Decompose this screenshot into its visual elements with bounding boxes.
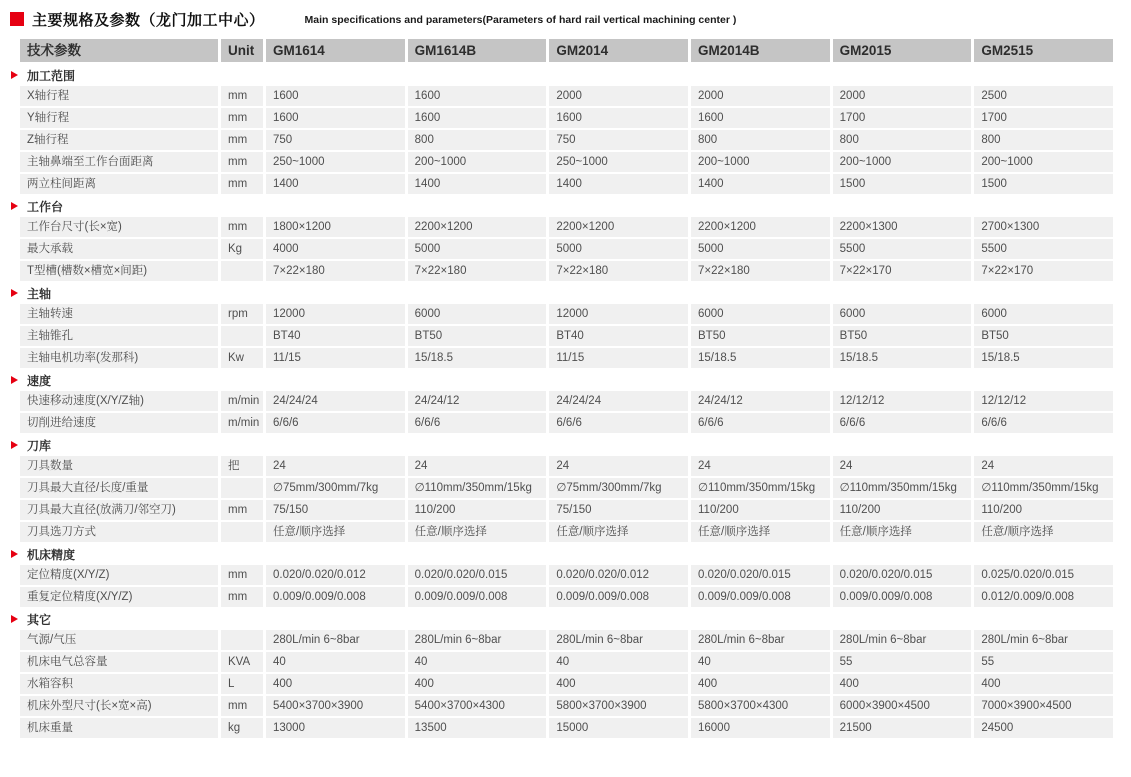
section-title: 主轴 — [27, 286, 52, 301]
value-cell: 11/15 — [549, 348, 688, 368]
value-cell: 0.020/0.020/0.012 — [549, 565, 688, 585]
spec-label-cell: 刀具选刀方式 — [20, 522, 218, 542]
table-row — [20, 217, 1113, 237]
table-row — [20, 261, 1113, 281]
value-cell: 6000 — [691, 304, 830, 324]
column-header-gm1614b: GM1614B — [408, 39, 547, 62]
value-cell: 15/18.5 — [833, 348, 972, 368]
value-cell: 24 — [833, 456, 972, 476]
section-title: 速度 — [27, 373, 52, 388]
unit-cell: mm — [221, 174, 263, 194]
section-header-row — [11, 609, 1113, 629]
value-cell: 6000 — [833, 304, 972, 324]
value-cell: 6/6/6 — [266, 413, 405, 433]
value-cell: 7×22×180 — [549, 261, 688, 281]
value-cell: 280L/min 6~8bar — [408, 630, 547, 650]
unit-cell: mm — [221, 565, 263, 585]
spec-label-cell: 最大承载 — [20, 239, 218, 259]
section-arrow-icon — [11, 550, 18, 558]
value-cell: 24 — [408, 456, 547, 476]
section-title: 其它 — [27, 612, 52, 627]
table-row — [20, 108, 1113, 128]
table-row — [20, 348, 1113, 368]
value-cell: 55 — [974, 652, 1113, 672]
value-cell: 0.009/0.009/0.008 — [549, 587, 688, 607]
value-cell: ∅110mm/350mm/15kg — [408, 478, 547, 498]
column-header-gm1614: GM1614 — [266, 39, 405, 62]
value-cell: 6/6/6 — [833, 413, 972, 433]
section-header-row — [11, 65, 1113, 85]
unit-cell: mm — [221, 108, 263, 128]
value-cell: 0.020/0.020/0.015 — [691, 565, 830, 585]
value-cell: 40 — [691, 652, 830, 672]
value-cell: 24/24/12 — [408, 391, 547, 411]
value-cell: ∅75mm/300mm/7kg — [266, 478, 405, 498]
value-cell: 1400 — [691, 174, 830, 194]
value-cell: 400 — [266, 674, 405, 694]
value-cell: 0.012/0.009/0.008 — [974, 587, 1113, 607]
value-cell: 任意/顺序选择 — [266, 522, 405, 542]
value-cell: 2200×1200 — [408, 217, 547, 237]
value-cell: BT50 — [408, 326, 547, 346]
table-row — [20, 174, 1113, 194]
spec-label-cell: 刀具数量 — [20, 456, 218, 476]
value-cell: 24/24/24 — [266, 391, 405, 411]
table-row — [20, 152, 1113, 172]
value-cell: ∅75mm/300mm/7kg — [549, 478, 688, 498]
section-header-row — [11, 544, 1113, 564]
value-cell: 200~1000 — [974, 152, 1113, 172]
value-cell: 2200×1200 — [549, 217, 688, 237]
value-cell: 15/18.5 — [691, 348, 830, 368]
value-cell: 40 — [549, 652, 688, 672]
section-header-row — [11, 435, 1113, 455]
value-cell: 1600 — [408, 108, 547, 128]
value-cell: 0.009/0.009/0.008 — [833, 587, 972, 607]
value-cell: 24 — [266, 456, 405, 476]
table-row — [20, 239, 1113, 259]
value-cell: 任意/顺序选择 — [549, 522, 688, 542]
value-cell: 任意/顺序选择 — [974, 522, 1113, 542]
table-row — [20, 522, 1113, 542]
table-row — [20, 304, 1113, 324]
table-row — [20, 565, 1113, 585]
unit-cell — [221, 630, 263, 650]
value-cell: 750 — [266, 130, 405, 150]
spec-label-cell: 主轴转速 — [20, 304, 218, 324]
unit-cell: KVA — [221, 652, 263, 672]
value-cell: 400 — [549, 674, 688, 694]
value-cell: 5800×3700×3900 — [549, 696, 688, 716]
spec-label-cell: 机床外型尺寸(长×宽×高) — [20, 696, 218, 716]
value-cell: 6/6/6 — [549, 413, 688, 433]
table-row — [20, 587, 1113, 607]
value-cell: 110/200 — [408, 500, 547, 520]
value-cell: 6/6/6 — [408, 413, 547, 433]
section-arrow-icon — [11, 615, 18, 623]
value-cell: 55 — [833, 652, 972, 672]
spec-label-cell: 快速移动速度(X/Y/Z轴) — [20, 391, 218, 411]
value-cell: 24 — [974, 456, 1113, 476]
value-cell: 5000 — [691, 239, 830, 259]
value-cell: 24 — [549, 456, 688, 476]
value-cell: 110/200 — [974, 500, 1113, 520]
spec-label-cell: 刀具最大直径(放满刀/邻空刀) — [20, 500, 218, 520]
page-title: 主要规格及参数（龙门加工中心） — [32, 11, 265, 29]
page-subtitle: Main specifications and parameters(Parameters of hard rail vertical machining center ) — [304, 14, 737, 26]
value-cell: 1500 — [974, 174, 1113, 194]
unit-cell — [221, 261, 263, 281]
value-cell: 11/15 — [266, 348, 405, 368]
value-cell: 1400 — [549, 174, 688, 194]
value-cell: 13000 — [266, 718, 405, 738]
value-cell: 7000×3900×4500 — [974, 696, 1113, 716]
table-row — [20, 326, 1113, 346]
section-header-row — [11, 196, 1113, 216]
unit-cell: mm — [221, 86, 263, 106]
value-cell: ∅110mm/350mm/15kg — [691, 478, 830, 498]
column-header-gm2515: GM2515 — [974, 39, 1113, 62]
section-arrow-icon — [11, 376, 18, 384]
value-cell: BT50 — [691, 326, 830, 346]
value-cell: 2000 — [833, 86, 972, 106]
value-cell: 12000 — [549, 304, 688, 324]
value-cell: 2200×1300 — [833, 217, 972, 237]
value-cell: 15/18.5 — [408, 348, 547, 368]
value-cell: 2000 — [549, 86, 688, 106]
unit-cell: mm — [221, 217, 263, 237]
spec-label-cell: 定位精度(X/Y/Z) — [20, 565, 218, 585]
spec-label-cell: 刀具最大直径/长度/重量 — [20, 478, 218, 498]
value-cell: 1600 — [408, 86, 547, 106]
title-bar — [0, 0, 1131, 29]
value-cell: 250~1000 — [266, 152, 405, 172]
value-cell: 6/6/6 — [691, 413, 830, 433]
table-row — [20, 696, 1113, 716]
value-cell: 24/24/12 — [691, 391, 830, 411]
value-cell: 400 — [691, 674, 830, 694]
value-cell: 750 — [549, 130, 688, 150]
spec-table — [20, 39, 1113, 738]
value-cell: ∅110mm/350mm/15kg — [833, 478, 972, 498]
value-cell: 0.020/0.020/0.012 — [266, 565, 405, 585]
value-cell: 2700×1300 — [974, 217, 1113, 237]
spec-label-cell: 机床重量 — [20, 718, 218, 738]
table-row — [20, 478, 1113, 498]
value-cell: 400 — [833, 674, 972, 694]
value-cell: 24 — [691, 456, 830, 476]
value-cell: 2200×1200 — [691, 217, 830, 237]
value-cell: 12/12/12 — [974, 391, 1113, 411]
value-cell: 12/12/12 — [833, 391, 972, 411]
value-cell: 任意/顺序选择 — [408, 522, 547, 542]
section-title: 工作台 — [27, 199, 64, 214]
unit-cell: Kw — [221, 348, 263, 368]
spec-label-cell: 主轴鼻端至工作台面距离 — [20, 152, 218, 172]
value-cell: 6000×3900×4500 — [833, 696, 972, 716]
value-cell: 6000 — [974, 304, 1113, 324]
value-cell: 75/150 — [549, 500, 688, 520]
value-cell: 400 — [974, 674, 1113, 694]
value-cell: 5400×3700×3900 — [266, 696, 405, 716]
value-cell: 2000 — [691, 86, 830, 106]
value-cell: 15000 — [549, 718, 688, 738]
unit-cell: kg — [221, 718, 263, 738]
section-arrow-icon — [11, 289, 18, 297]
unit-cell: mm — [221, 696, 263, 716]
value-cell: 40 — [408, 652, 547, 672]
table-row — [20, 652, 1113, 672]
value-cell: 280L/min 6~8bar — [691, 630, 830, 650]
value-cell: 16000 — [691, 718, 830, 738]
table-row — [20, 500, 1113, 520]
table-row — [20, 674, 1113, 694]
spec-label-cell: T型槽(槽数×槽宽×间距) — [20, 261, 218, 281]
value-cell: 110/200 — [691, 500, 830, 520]
value-cell: 280L/min 6~8bar — [833, 630, 972, 650]
value-cell: 1700 — [974, 108, 1113, 128]
section-title: 加工范围 — [27, 68, 76, 83]
value-cell: 任意/顺序选择 — [691, 522, 830, 542]
spec-label-cell: 主轴电机功率(发那科) — [20, 348, 218, 368]
value-cell: 1600 — [266, 108, 405, 128]
value-cell: 1500 — [833, 174, 972, 194]
spec-label-cell: 水箱容积 — [20, 674, 218, 694]
unit-cell: 把 — [221, 456, 263, 476]
section-arrow-icon — [11, 202, 18, 210]
spec-label-cell: 工作台尺寸(长×宽) — [20, 217, 218, 237]
column-header-gm2015: GM2015 — [833, 39, 972, 62]
spec-label-cell: 两立柱间距离 — [20, 174, 218, 194]
value-cell: BT50 — [833, 326, 972, 346]
value-cell: 800 — [408, 130, 547, 150]
unit-cell: mm — [221, 130, 263, 150]
value-cell: 5500 — [833, 239, 972, 259]
section-header-row — [11, 283, 1113, 303]
value-cell: 12000 — [266, 304, 405, 324]
column-header-gm2014b: GM2014B — [691, 39, 830, 62]
value-cell: 200~1000 — [691, 152, 830, 172]
spec-label-cell: 切削进给速度 — [20, 413, 218, 433]
value-cell: 0.009/0.009/0.008 — [691, 587, 830, 607]
unit-cell: m/min — [221, 413, 263, 433]
value-cell: 1600 — [266, 86, 405, 106]
table-row — [20, 718, 1113, 738]
section-title: 机床精度 — [27, 547, 76, 562]
value-cell: 0.020/0.020/0.015 — [833, 565, 972, 585]
title-marker-icon — [10, 12, 24, 26]
value-cell: 5500 — [974, 239, 1113, 259]
unit-cell: mm — [221, 152, 263, 172]
value-cell: 2500 — [974, 86, 1113, 106]
table-row — [20, 391, 1113, 411]
value-cell: 任意/顺序选择 — [833, 522, 972, 542]
value-cell: 1700 — [833, 108, 972, 128]
value-cell: 400 — [408, 674, 547, 694]
value-cell: 1400 — [266, 174, 405, 194]
column-header-unit: Unit — [221, 39, 263, 62]
spec-label-cell: X轴行程 — [20, 86, 218, 106]
value-cell: 5400×3700×4300 — [408, 696, 547, 716]
value-cell: 280L/min 6~8bar — [266, 630, 405, 650]
unit-cell: Kg — [221, 239, 263, 259]
table-row — [20, 86, 1113, 106]
spec-label-cell: Y轴行程 — [20, 108, 218, 128]
spec-label-cell: 主轴锥孔 — [20, 326, 218, 346]
spec-label-cell: 重复定位精度(X/Y/Z) — [20, 587, 218, 607]
value-cell: 15/18.5 — [974, 348, 1113, 368]
value-cell: 5000 — [549, 239, 688, 259]
table-row — [20, 413, 1113, 433]
value-cell: 7×22×170 — [833, 261, 972, 281]
unit-cell: L — [221, 674, 263, 694]
unit-cell: mm — [221, 500, 263, 520]
section-arrow-icon — [11, 441, 18, 449]
value-cell: 4000 — [266, 239, 405, 259]
value-cell: 24/24/24 — [549, 391, 688, 411]
section-header-row — [11, 370, 1113, 390]
value-cell: 280L/min 6~8bar — [974, 630, 1113, 650]
value-cell: 0.009/0.009/0.008 — [408, 587, 547, 607]
value-cell: 800 — [691, 130, 830, 150]
value-cell: 21500 — [833, 718, 972, 738]
unit-cell — [221, 522, 263, 542]
unit-cell: mm — [221, 587, 263, 607]
unit-cell: rpm — [221, 304, 263, 324]
value-cell: 200~1000 — [408, 152, 547, 172]
value-cell: 0.025/0.020/0.015 — [974, 565, 1113, 585]
table-row — [20, 130, 1113, 150]
value-cell: 800 — [833, 130, 972, 150]
unit-cell: m/min — [221, 391, 263, 411]
value-cell: 6000 — [408, 304, 547, 324]
table-header-row — [20, 39, 1113, 62]
value-cell: 24500 — [974, 718, 1113, 738]
value-cell: 5800×3700×4300 — [691, 696, 830, 716]
value-cell: 6/6/6 — [974, 413, 1113, 433]
column-header-gm2014: GM2014 — [549, 39, 688, 62]
unit-cell — [221, 326, 263, 346]
value-cell: 0.009/0.009/0.008 — [266, 587, 405, 607]
value-cell: 0.020/0.020/0.015 — [408, 565, 547, 585]
section-arrow-icon — [11, 71, 18, 79]
value-cell: 800 — [974, 130, 1113, 150]
value-cell: 1600 — [549, 108, 688, 128]
table-row — [20, 630, 1113, 650]
spec-label-cell: Z轴行程 — [20, 130, 218, 150]
value-cell: 75/150 — [266, 500, 405, 520]
spec-label-cell: 气源/气压 — [20, 630, 218, 650]
value-cell: 200~1000 — [833, 152, 972, 172]
value-cell: 40 — [266, 652, 405, 672]
table-row — [20, 456, 1113, 476]
value-cell: ∅110mm/350mm/15kg — [974, 478, 1113, 498]
value-cell: 1800×1200 — [266, 217, 405, 237]
value-cell: 1600 — [691, 108, 830, 128]
value-cell: 7×22×170 — [974, 261, 1113, 281]
value-cell: 7×22×180 — [266, 261, 405, 281]
value-cell: BT50 — [974, 326, 1113, 346]
unit-cell — [221, 478, 263, 498]
section-title: 刀库 — [27, 438, 52, 453]
value-cell: 1400 — [408, 174, 547, 194]
value-cell: 110/200 — [833, 500, 972, 520]
value-cell: 250~1000 — [549, 152, 688, 172]
table-body — [20, 65, 1113, 738]
column-header-parameters: 技术参数 — [20, 39, 218, 62]
value-cell: BT40 — [549, 326, 688, 346]
value-cell: 13500 — [408, 718, 547, 738]
value-cell: BT40 — [266, 326, 405, 346]
value-cell: 5000 — [408, 239, 547, 259]
value-cell: 7×22×180 — [408, 261, 547, 281]
value-cell: 7×22×180 — [691, 261, 830, 281]
value-cell: 280L/min 6~8bar — [549, 630, 688, 650]
spec-label-cell: 机床电气总容量 — [20, 652, 218, 672]
